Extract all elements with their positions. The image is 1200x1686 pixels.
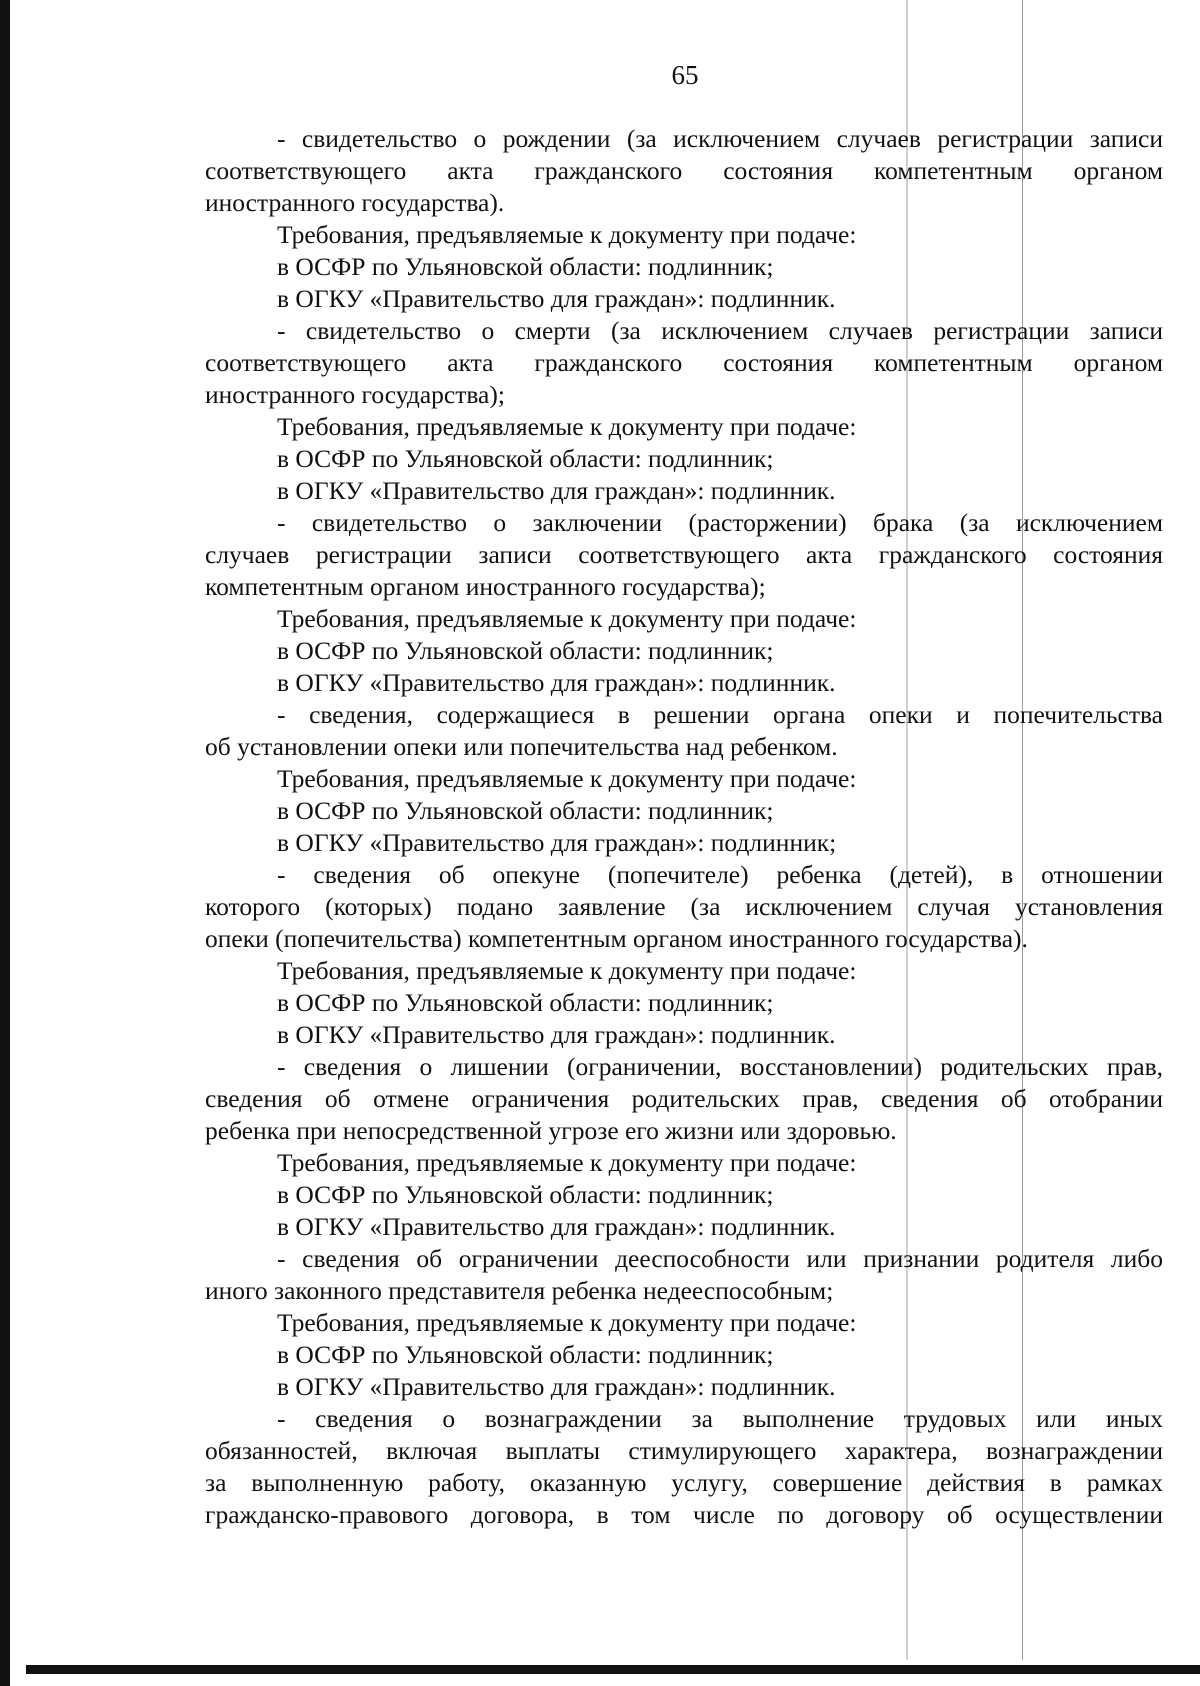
text-line: в ОГКУ «Правительство для граждан»: подлинник. bbox=[277, 1020, 836, 1049]
text-line: случаев регистрации записи соответствующего акта гражданского состояния bbox=[205, 540, 1163, 569]
text-line: - сведения об опекуне (попечителе) ребенка (детей), в отношении bbox=[277, 860, 1163, 889]
text-line: - свидетельство о рождении (за исключением случаев регистрации записи bbox=[277, 124, 1163, 153]
text-line: в ОСФР по Ульяновской области: подлинник; bbox=[277, 988, 774, 1017]
text-line: в ОСФР по Ульяновской области: подлинник; bbox=[277, 1180, 774, 1209]
text-line: в ОГКУ «Правительство для граждан»: подлинник. bbox=[277, 284, 836, 313]
text-line: в ОГКУ «Правительство для граждан»: подлинник; bbox=[277, 828, 837, 857]
text-line: опеки (попечительства) компетентным органом иностранного государства). bbox=[205, 924, 1028, 953]
text-line: Требования, предъявляемые к документу при подаче: bbox=[277, 220, 857, 249]
text-line: - сведения о вознаграждении за выполнение трудовых или иных bbox=[277, 1404, 1163, 1433]
document-body bbox=[205, 123, 1163, 1531]
text-line: - сведения о лишении (ограничении, восстановлении) родительских прав, bbox=[277, 1052, 1163, 1081]
text-line: в ОГКУ «Правительство для граждан»: подлинник. bbox=[277, 476, 836, 505]
text-line: об установлении опеки или попечительства над ребенком. bbox=[205, 732, 838, 761]
page-number: 65 bbox=[671, 60, 699, 90]
text-line: соответствующего акта гражданского состояния компетентным органом bbox=[205, 156, 1163, 185]
text-line: - свидетельство о заключении (расторжении) брака (за исключением bbox=[277, 508, 1163, 537]
text-line: соответствующего акта гражданского состояния компетентным органом bbox=[205, 348, 1163, 377]
text-line: Требования, предъявляемые к документу при подаче: bbox=[277, 764, 857, 793]
text-line: иностранного государства); bbox=[205, 380, 505, 409]
text-line: в ОСФР по Ульяновской области: подлинник; bbox=[277, 444, 774, 473]
text-line: гражданско-правового договора, в том числе по договору об осуществлении bbox=[205, 1500, 1163, 1529]
text-line: в ОГКУ «Правительство для граждан»: подлинник. bbox=[277, 1372, 836, 1401]
text-line: в ОСФР по Ульяновской области: подлинник; bbox=[277, 636, 774, 665]
text-line: в ОГКУ «Правительство для граждан»: подлинник. bbox=[277, 1212, 836, 1241]
text-line: Требования, предъявляемые к документу при подаче: bbox=[277, 412, 857, 441]
text-line: Требования, предъявляемые к документу при подаче: bbox=[277, 956, 857, 985]
text-line: - сведения, содержащиеся в решении органа опеки и попечительства bbox=[277, 700, 1163, 729]
text-line: компетентным органом иностранного государства); bbox=[205, 572, 766, 601]
text-line: в ОГКУ «Правительство для граждан»: подлинник. bbox=[277, 668, 836, 697]
text-line: за выполненную работу, оказанную услугу, совершение действия в рамках bbox=[205, 1468, 1163, 1497]
scan-bottom-edge bbox=[26, 1665, 1200, 1674]
text-line: Требования, предъявляемые к документу при подаче: bbox=[277, 604, 857, 633]
text-line: в ОСФР по Ульяновской области: подлинник; bbox=[277, 1340, 774, 1369]
text-line: - сведения об ограничении дееспособности или признании родителя либо bbox=[277, 1244, 1163, 1273]
scan-left-edge bbox=[0, 0, 10, 1686]
text-line: обязанностей, включая выплаты стимулирующего характера, вознаграждении bbox=[205, 1436, 1163, 1465]
text-line: иностранного государства). bbox=[205, 188, 505, 217]
text-line: иного законного представителя ребенка недееспособным; bbox=[205, 1276, 834, 1305]
text-line: - свидетельство о смерти (за исключением случаев регистрации записи bbox=[277, 316, 1163, 345]
text-line: Требования, предъявляемые к документу при подаче: bbox=[277, 1308, 857, 1337]
text-line: сведения об отмене ограничения родительских прав, сведения об отобрании bbox=[205, 1084, 1163, 1113]
text-line: ребенка при непосредственной угрозе его жизни или здоровью. bbox=[205, 1116, 897, 1145]
text-line: в ОСФР по Ульяновской области: подлинник; bbox=[277, 252, 774, 281]
text-line: которого (которых) подано заявление (за исключением случая установления bbox=[205, 892, 1163, 921]
text-line: в ОСФР по Ульяновской области: подлинник; bbox=[277, 796, 774, 825]
text-line: Требования, предъявляемые к документу при подаче: bbox=[277, 1148, 857, 1177]
